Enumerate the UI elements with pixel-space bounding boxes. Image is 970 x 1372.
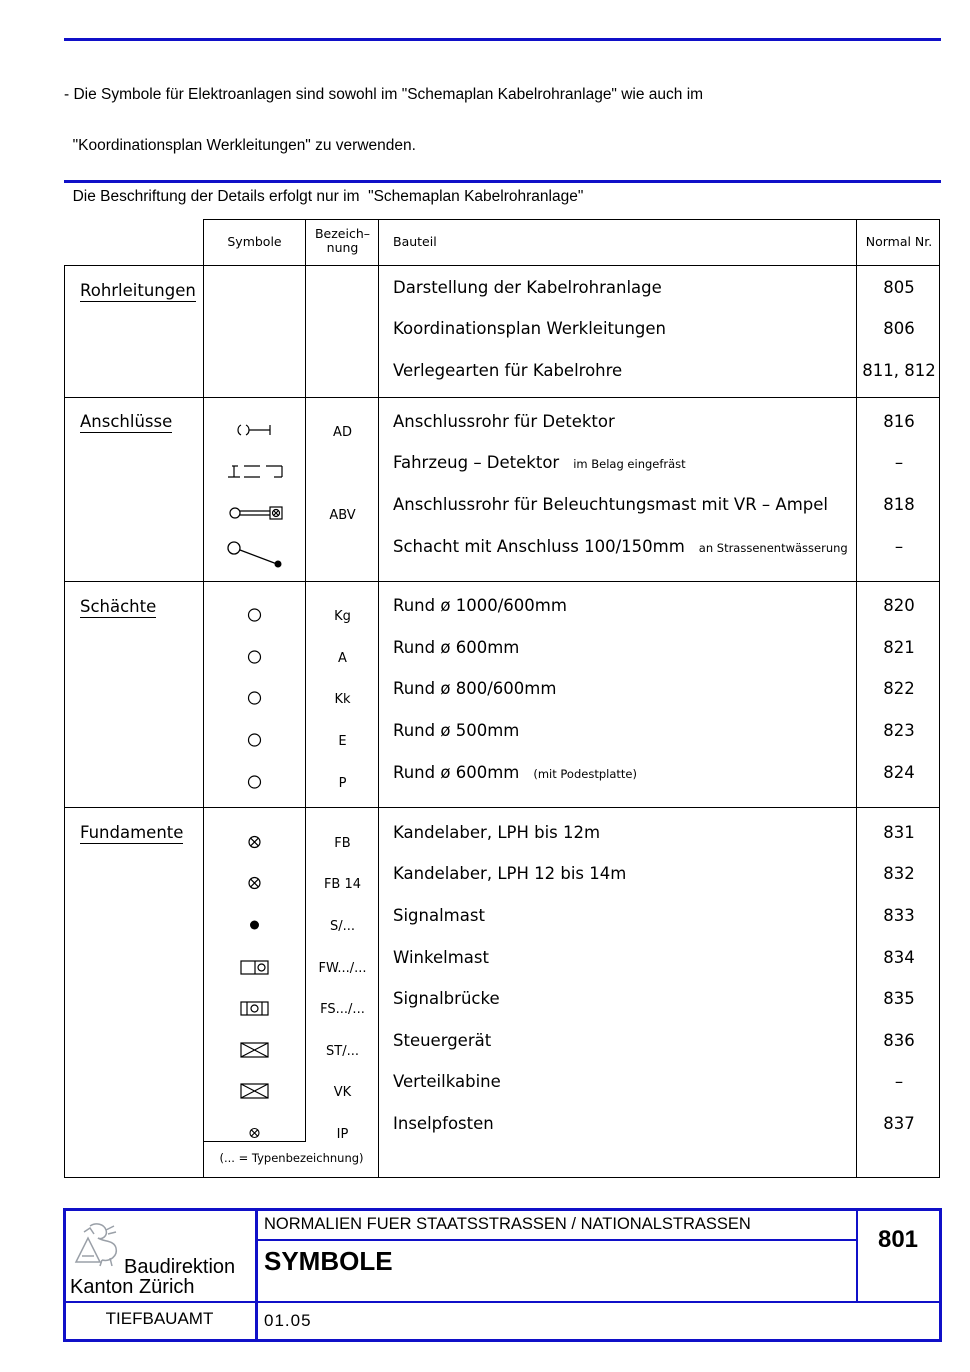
header-normal: Normal Nr. <box>865 234 933 249</box>
row-normal-number: 824 <box>883 763 915 782</box>
title-block-line <box>257 1239 857 1241</box>
row-code: FB 14 <box>323 877 362 892</box>
title-block-line <box>856 1208 858 1303</box>
org-line-2: Kanton Zürich <box>70 1276 195 1298</box>
row-part <box>393 596 567 615</box>
row-part-note: im Belag eingefräst <box>573 457 686 471</box>
top-rule <box>64 38 941 41</box>
row-normal-number: 837 <box>883 1114 915 1133</box>
row-normal-number: 818 <box>883 495 915 514</box>
row-normal-number: 836 <box>883 1031 915 1050</box>
detector-pipe-icon <box>204 415 305 445</box>
row-part-text: Rund ø 600mm <box>393 638 520 657</box>
table-line <box>64 397 940 398</box>
signal-bridge-icon <box>204 992 305 1022</box>
row-part-text: Verlegearten für Kabelrohre <box>393 361 623 380</box>
row-normal-number: 823 <box>883 721 915 740</box>
row-normal-number: 831 <box>883 823 915 842</box>
table-line <box>203 219 940 220</box>
small-crossed-circle-icon <box>204 1117 305 1147</box>
row-code: S/... <box>329 919 356 934</box>
crossed-circle-icon <box>204 826 305 856</box>
row-normal-number: 835 <box>883 989 915 1008</box>
control-box-icon <box>204 1075 305 1105</box>
row-part-text: Rund ø 500mm <box>393 721 520 740</box>
row-part-text: Rund ø 1000/600mm <box>393 596 567 615</box>
row-part <box>393 453 686 472</box>
row-part-note: (mit Podestplatte) <box>533 767 637 781</box>
row-part-note: an Strassenentwässerung <box>698 541 848 555</box>
row-part <box>393 823 600 842</box>
row-part-text: Kandelaber, LPH bis 12m <box>393 823 601 842</box>
circle-icon <box>204 724 305 754</box>
title-block-line <box>63 1301 939 1303</box>
org-line-1: Baudirektion <box>124 1256 236 1278</box>
row-part <box>393 361 622 380</box>
row-normal-number: 822 <box>883 679 915 698</box>
header-symbole: Symbole <box>227 234 282 249</box>
row-normal-number: 833 <box>883 906 915 925</box>
vehicle-detector-icon <box>204 456 305 486</box>
header-bauteil: Bauteil <box>393 234 437 249</box>
row-code: Kg <box>334 609 351 624</box>
note-line-3: Die Beschriftung der Details erfolgt nur im "Schemaplan Kabelrohranlage" <box>64 188 584 205</box>
row-part <box>393 319 666 338</box>
department: TIEFBAUAMT <box>105 1309 214 1328</box>
row-code: FW.../... <box>318 961 367 976</box>
table-line <box>64 807 940 808</box>
row-code: VK <box>333 1085 352 1100</box>
row-code: FB <box>334 836 351 851</box>
row-part <box>393 537 848 556</box>
row-normal-number: 832 <box>883 864 915 883</box>
table-line <box>64 581 940 582</box>
circle-icon <box>204 682 305 712</box>
row-part <box>393 278 662 297</box>
row-code: A <box>338 651 347 666</box>
row-code: E <box>338 734 347 749</box>
row-normal-number: – <box>894 1072 904 1091</box>
category-label: Schächte <box>80 597 157 616</box>
category-label: Fundamente <box>80 823 184 842</box>
row-code: Kk <box>334 692 351 707</box>
row-part-text: Rund ø 800/600mm <box>393 679 557 698</box>
row-part-text: Fahrzeug – Detektor <box>393 453 560 472</box>
row-part-text: Verteilkabine <box>393 1072 501 1091</box>
row-part <box>393 412 615 431</box>
canton-lion-icon <box>70 1218 122 1270</box>
row-part <box>393 1031 491 1050</box>
row-normal-number: – <box>894 453 904 472</box>
row-normal-number: 816 <box>883 412 915 431</box>
lighting-pipe-icon <box>204 498 305 528</box>
filled-dot-icon <box>204 909 305 939</box>
row-part <box>393 763 637 782</box>
table-line <box>64 265 65 1178</box>
row-part <box>393 906 485 925</box>
circle-icon <box>204 599 305 629</box>
row-part <box>393 679 556 698</box>
row-part-text: Kandelaber, LPH 12 bis 14m <box>393 864 627 883</box>
separator-rule <box>64 180 941 183</box>
category-label: Anschlüsse <box>80 412 173 431</box>
row-normal-number: 806 <box>883 319 915 338</box>
crossed-circle-icon <box>204 867 305 897</box>
row-part-text: Koordinationsplan Werkleitungen <box>393 319 667 338</box>
row-part-text: Schacht mit Anschluss 100/150mm <box>393 537 685 556</box>
row-code: AD <box>333 425 352 440</box>
revision-date: 01.05 <box>264 1311 312 1330</box>
row-part-text: Rund ø 600mm <box>393 763 520 782</box>
title-block-line <box>255 1208 258 1339</box>
circle-icon <box>204 766 305 796</box>
row-part-text: Winkelmast <box>393 948 489 967</box>
row-part-text: Inselpfosten <box>393 1114 494 1133</box>
row-part <box>393 1114 494 1133</box>
row-part <box>393 721 519 740</box>
row-normal-number: 811, 812 <box>862 361 936 380</box>
row-part <box>393 1072 501 1091</box>
row-code: P <box>338 776 347 791</box>
page-title: SYMBOLE <box>264 1246 393 1276</box>
row-normal-number: – <box>894 537 904 556</box>
row-code: ST/... <box>326 1044 359 1059</box>
row-part-text: Steuergerät <box>393 1031 492 1050</box>
angle-mast-icon <box>204 951 305 981</box>
row-part-text: Anschlussrohr für Detektor <box>393 412 615 431</box>
row-part <box>393 989 500 1008</box>
row-normal-number: 834 <box>883 948 915 967</box>
row-part <box>393 638 519 657</box>
series-title: NORMALIEN FUER STAATSSTRASSEN / NATIONALSTRASSEN <box>264 1215 751 1233</box>
row-normal-number: 821 <box>883 638 915 657</box>
row-part <box>393 948 489 967</box>
table-line <box>64 1177 940 1178</box>
row-code: IP <box>336 1127 349 1142</box>
shaft-connection-icon <box>204 540 305 570</box>
row-part-text: Anschlussrohr für Beleuchtungsmast mit VR – Ampel <box>393 495 828 514</box>
footnote: (... = Typenbezeichnung) <box>219 1151 364 1165</box>
control-box-icon <box>204 1034 305 1064</box>
row-part <box>393 864 626 883</box>
row-code: FS.../... <box>320 1002 365 1017</box>
row-normal-number: 820 <box>883 596 915 615</box>
norm-number: 801 <box>877 1226 919 1253</box>
table-line <box>64 265 940 266</box>
row-part <box>393 495 828 514</box>
note-line-2: "Koordinationsplan Werkleitungen" zu verwenden. <box>64 137 416 154</box>
row-code: ABV <box>329 508 356 523</box>
circle-icon <box>204 641 305 671</box>
note-line-1: - Die Symbole für Elektroanlagen sind sowohl im "Schemaplan Kabelrohranlage" wie auch im <box>64 86 704 103</box>
category-label: Rohrleitungen <box>80 281 196 300</box>
row-part-text: Signalmast <box>393 906 485 925</box>
notes-block <box>64 52 703 222</box>
header-bezeichnung-line1: Bezeich– <box>314 226 371 241</box>
row-part-text: Signalbrücke <box>393 989 500 1008</box>
header-bezeichnung <box>306 227 379 255</box>
row-part-text: Darstellung der Kabelrohranlage <box>393 278 662 297</box>
row-normal-number: 805 <box>883 278 915 297</box>
header-bezeichnung-line2: nung <box>326 240 359 255</box>
